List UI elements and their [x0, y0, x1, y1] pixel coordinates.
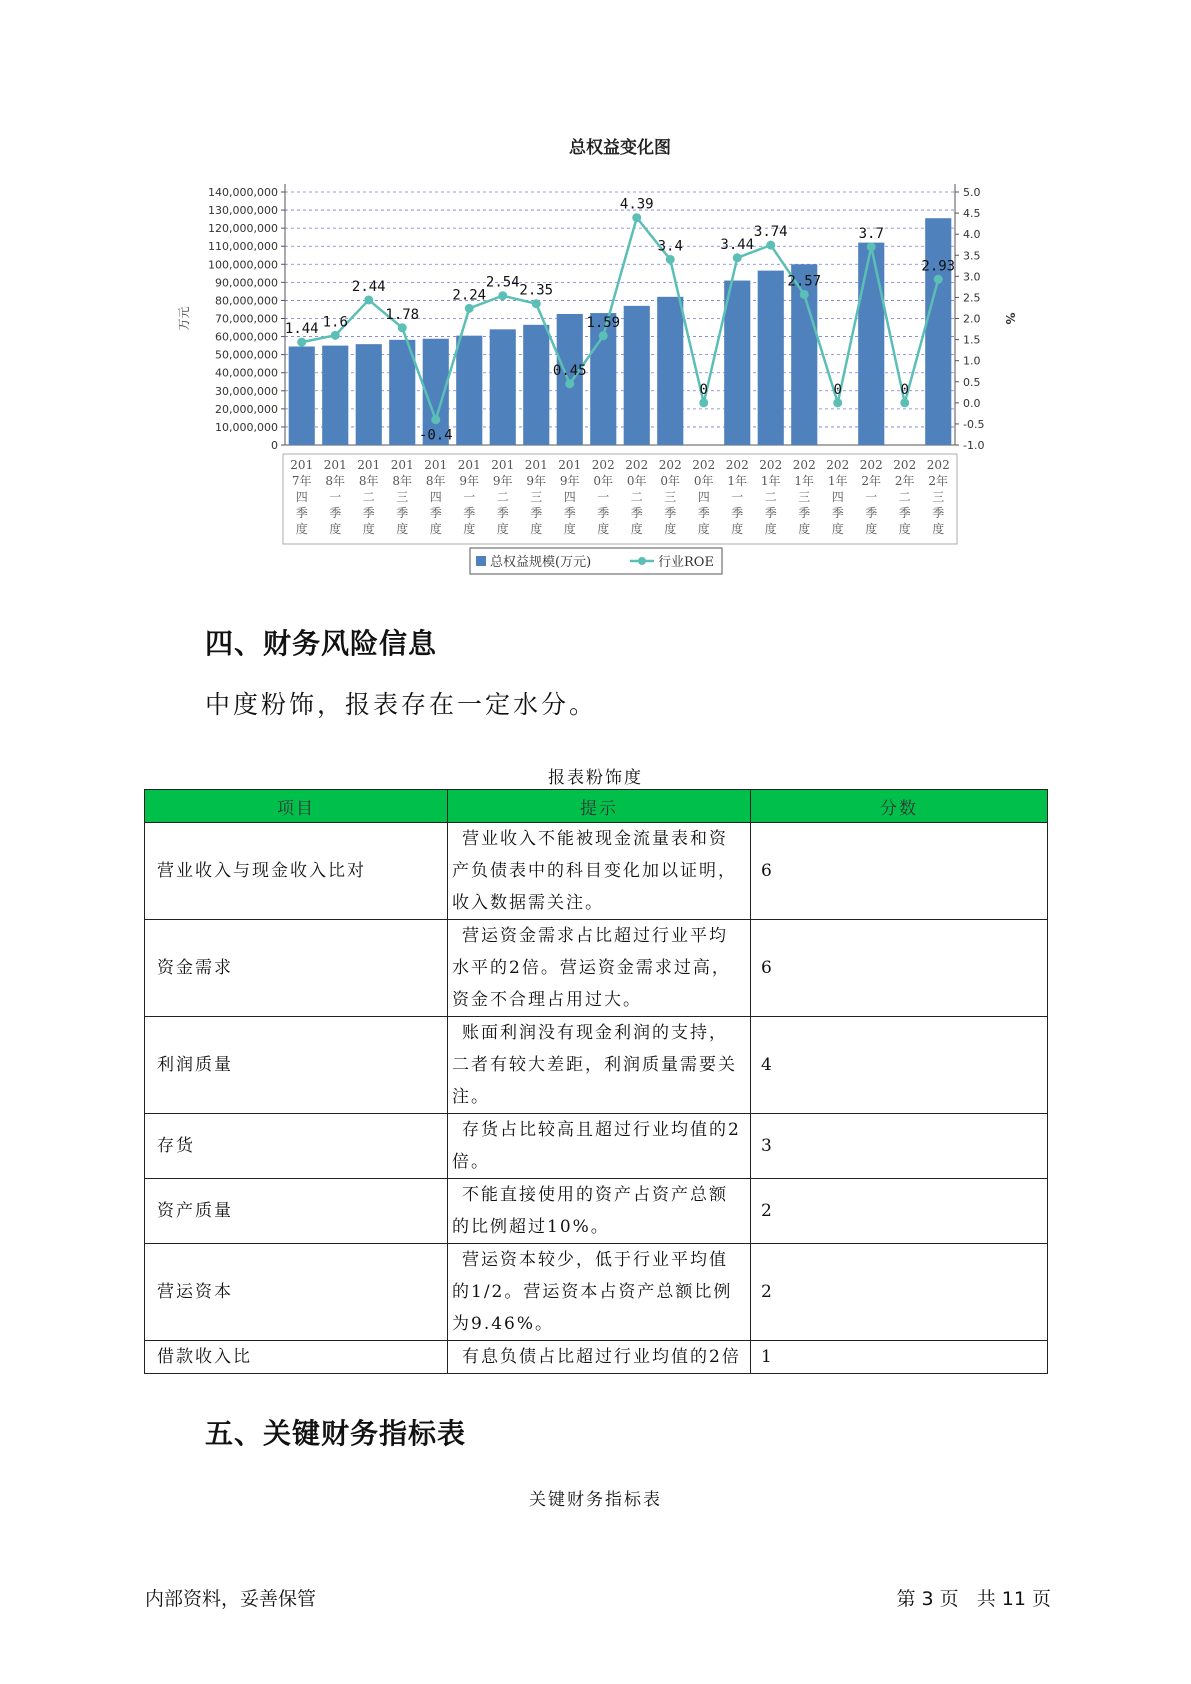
row-hint: 不能直接使用的资产占资产总额的比例超过10%。 — [448, 1179, 751, 1244]
x-tick-label: 季 — [731, 506, 744, 520]
roe-point — [398, 323, 407, 332]
roe-point — [465, 304, 474, 313]
x-tick-label: 四 — [697, 490, 710, 504]
y-tick-label: 40,000,000 — [215, 366, 278, 380]
x-tick-label: 季 — [563, 506, 576, 520]
x-tick-label: 季 — [865, 506, 878, 520]
row-hint: 有息负债占比超过行业均值的2倍 — [448, 1341, 751, 1374]
x-tick-label: 8年 — [392, 474, 413, 488]
y-tick-label: 80,000,000 — [215, 294, 278, 308]
x-tick-label: 季 — [530, 506, 543, 520]
risk-summary-text: 中度粉饰，报表存在一定水分。 — [205, 690, 598, 719]
header-score: 分数 — [751, 790, 1048, 823]
x-tick-label: 202 — [859, 458, 883, 472]
x-tick-label: 8年 — [325, 474, 346, 488]
table-row — [145, 1114, 1048, 1179]
y-tick-label: 50,000,000 — [215, 348, 278, 362]
x-tick-label: 二 — [764, 490, 777, 504]
y-tick-label: 130,000,000 — [208, 204, 278, 218]
roe-data-label: 1.59 — [586, 314, 621, 331]
roe-point — [699, 398, 708, 407]
x-tick-label: 201 — [491, 458, 515, 472]
x-tick-label: 度 — [496, 522, 509, 536]
roe-point — [331, 331, 340, 340]
x-tick-label: 9年 — [459, 474, 480, 488]
x-tick-label: 度 — [463, 522, 476, 536]
y-tick-label: 10,000,000 — [215, 420, 278, 434]
x-tick-label: 度 — [295, 522, 308, 536]
x-tick-label: 度 — [597, 522, 610, 536]
roe-point — [766, 241, 775, 250]
bar — [322, 346, 348, 445]
x-tick-label: 季 — [396, 506, 409, 520]
row-score: 2 — [751, 1244, 1048, 1341]
x-tick-label: 度 — [898, 522, 911, 536]
y-tick-label: 110,000,000 — [208, 240, 278, 254]
roe-point — [666, 255, 675, 264]
footer-page-number: 第 3 页 共 11 页 — [896, 1588, 1051, 1610]
bar — [858, 243, 884, 445]
x-tick-label: 二 — [630, 490, 643, 504]
roe-point — [632, 213, 641, 222]
x-tick-label: 度 — [563, 522, 576, 536]
x-tick-label: 度 — [664, 522, 677, 536]
y2-tick-label: 0.0 — [963, 396, 981, 410]
bar — [289, 347, 315, 445]
roe-point — [833, 398, 842, 407]
chart-title: 总权益变化图 — [569, 138, 671, 158]
x-tick-label: 1年 — [827, 474, 848, 488]
x-tick-label: 度 — [429, 522, 442, 536]
roe-data-label: 4.39 — [619, 196, 654, 213]
row-score: 2 — [751, 1179, 1048, 1244]
x-tick-label: 1年 — [760, 474, 781, 488]
y-tick-label: 140,000,000 — [208, 186, 278, 199]
x-category-box — [283, 454, 957, 544]
x-tick-label: 季 — [429, 506, 442, 520]
y-tick-label: 0 — [271, 439, 278, 452]
roe-data-label: 2.54 — [485, 274, 520, 291]
roe-point — [364, 295, 373, 304]
x-tick-label: 季 — [798, 506, 811, 520]
roe-data-label: 0 — [833, 381, 842, 398]
roe-point — [599, 331, 608, 340]
x-tick-label: 度 — [764, 522, 777, 536]
x-tick-label: 季 — [463, 506, 476, 520]
roe-point — [498, 291, 507, 300]
x-tick-label: 9年 — [492, 474, 513, 488]
x-tick-label: 201 — [323, 458, 347, 472]
row-item: 利润质量 — [145, 1017, 448, 1114]
y2-tick-label: 2.0 — [963, 312, 981, 326]
roe-point — [431, 415, 440, 424]
y2-tick-label: 1.0 — [963, 354, 981, 368]
x-tick-label: 度 — [362, 522, 375, 536]
x-tick-label: 四 — [563, 490, 576, 504]
table-row — [145, 1179, 1048, 1244]
x-tick-label: 季 — [932, 506, 945, 520]
bar — [490, 329, 516, 445]
x-tick-label: 度 — [798, 522, 811, 536]
row-item: 存货 — [145, 1114, 448, 1179]
roe-data-label: 2.35 — [519, 282, 554, 299]
roe-point — [867, 242, 876, 251]
bar — [523, 325, 549, 445]
x-tick-label: 四 — [831, 490, 844, 504]
x-tick-label: 202 — [792, 458, 816, 472]
x-tick-label: 201 — [524, 458, 548, 472]
row-hint: 营运资金需求占比超过行业平均水平的2倍。营运资金需求过高，资金不合理占用过大。 — [448, 920, 751, 1017]
x-tick-label: 201 — [290, 458, 314, 472]
row-hint: 营运资本较少，低于行业平均值的1/2。营运资本占资产总额比例为9.46%。 — [448, 1244, 751, 1341]
x-tick-label: 202 — [893, 458, 917, 472]
roe-point — [297, 338, 306, 347]
x-tick-label: 201 — [357, 458, 381, 472]
x-tick-label: 一 — [463, 490, 476, 504]
x-tick-label: 0年 — [660, 474, 681, 488]
section5-heading: 五、关键财务指标表 — [205, 1417, 467, 1450]
x-tick-label: 二 — [898, 490, 911, 504]
legend-bar-label: 总权益规模(万元) — [490, 555, 592, 570]
x-tick-label: 度 — [865, 522, 878, 536]
roe-data-label: 3.44 — [720, 236, 755, 253]
y2-tick-label: 5.0 — [963, 186, 981, 199]
legend-line-marker — [638, 557, 646, 565]
table-row — [145, 920, 1048, 1017]
y2-tick-label: 4.0 — [963, 228, 981, 242]
footer-confidential: 内部资料，妥善保管 — [145, 1588, 317, 1610]
x-tick-label: 202 — [725, 458, 749, 472]
x-tick-label: 度 — [329, 522, 342, 536]
roe-data-label: -0.4 — [418, 427, 453, 444]
x-tick-label: 202 — [692, 458, 716, 472]
y2-tick-label: 0.5 — [963, 375, 981, 389]
roe-data-label: 2.24 — [452, 287, 487, 304]
y2-tick-label: 4.5 — [963, 207, 981, 221]
x-tick-label: 一 — [329, 490, 342, 504]
row-hint: 账面利润没有现金利润的支持，二者有较大差距，利润质量需要关注。 — [448, 1017, 751, 1114]
x-tick-label: 201 — [457, 458, 481, 472]
x-tick-label: 202 — [658, 458, 682, 472]
row-item: 资金需求 — [145, 920, 448, 1017]
x-tick-label: 度 — [630, 522, 643, 536]
x-tick-label: 季 — [764, 506, 777, 520]
legend-line-label: 行业ROE — [658, 555, 714, 570]
table-row — [145, 1341, 1048, 1374]
x-tick-label: 二 — [362, 490, 375, 504]
x-tick-label: 三 — [530, 490, 543, 504]
table-row — [145, 823, 1048, 920]
equity-chart-svg — [140, 130, 1040, 600]
row-score: 6 — [751, 920, 1048, 1017]
x-tick-label: 季 — [597, 506, 610, 520]
bar — [356, 344, 382, 445]
roe-data-label: 2.44 — [351, 278, 386, 295]
bar — [624, 306, 650, 445]
x-tick-label: 季 — [664, 506, 677, 520]
row-item: 资产质量 — [145, 1179, 448, 1244]
bar — [657, 297, 683, 445]
section4-heading: 四、财务风险信息 — [205, 627, 438, 660]
roe-data-label: 3.7 — [858, 225, 884, 242]
row-item: 营业收入与现金收入比对 — [145, 823, 448, 920]
y2-tick-label: 3.5 — [963, 249, 981, 263]
x-tick-label: 0年 — [626, 474, 647, 488]
x-tick-label: 度 — [697, 522, 710, 536]
table-row — [145, 1017, 1048, 1114]
roe-data-label: 2.57 — [787, 273, 822, 290]
x-tick-label: 8年 — [425, 474, 446, 488]
x-tick-label: 季 — [362, 506, 375, 520]
x-tick-label: 季 — [697, 506, 710, 520]
x-tick-label: 季 — [496, 506, 509, 520]
x-tick-label: 1年 — [794, 474, 815, 488]
x-tick-label: 四 — [429, 490, 442, 504]
bar — [456, 336, 482, 445]
legend-bar-swatch — [476, 556, 486, 566]
x-tick-label: 季 — [295, 506, 308, 520]
bar — [758, 271, 784, 445]
roe-data-label: 1.6 — [322, 314, 348, 331]
x-tick-label: 201 — [558, 458, 582, 472]
x-tick-label: 9年 — [559, 474, 580, 488]
row-score: 3 — [751, 1114, 1048, 1179]
roe-data-label: 3.74 — [753, 224, 788, 241]
x-tick-label: 7年 — [291, 474, 312, 488]
roe-data-label: 1.78 — [385, 306, 420, 323]
x-tick-label: 202 — [826, 458, 850, 472]
x-tick-label: 三 — [396, 490, 409, 504]
x-tick-label: 季 — [329, 506, 342, 520]
x-tick-label: 三 — [798, 490, 811, 504]
y2-tick-label: 3.0 — [963, 270, 981, 284]
row-item: 借款收入比 — [145, 1341, 448, 1374]
y-tick-label: 30,000,000 — [215, 384, 278, 398]
x-tick-label: 202 — [759, 458, 783, 472]
x-tick-label: 1年 — [727, 474, 748, 488]
y2-axis-label: % — [1003, 312, 1017, 325]
x-tick-label: 0年 — [693, 474, 714, 488]
y-axis-label: 万元 — [177, 306, 191, 331]
x-tick-label: 度 — [831, 522, 844, 536]
y-tick-label: 120,000,000 — [208, 222, 278, 236]
y2-tick-label: -1.0 — [963, 439, 985, 452]
x-tick-label: 一 — [865, 490, 878, 504]
x-tick-label: 二 — [496, 490, 509, 504]
bar — [724, 281, 750, 445]
y-tick-label: 60,000,000 — [215, 330, 278, 344]
x-tick-label: 度 — [932, 522, 945, 536]
x-tick-label: 四 — [295, 490, 308, 504]
table-row — [145, 1244, 1048, 1341]
roe-data-label: 2.93 — [921, 258, 956, 275]
row-score: 4 — [751, 1017, 1048, 1114]
header-item: 项目 — [145, 790, 448, 823]
x-tick-label: 0年 — [593, 474, 614, 488]
x-tick-label: 2年 — [894, 474, 915, 488]
x-tick-label: 202 — [625, 458, 649, 472]
bar — [925, 218, 951, 445]
x-tick-label: 201 — [390, 458, 414, 472]
x-tick-label: 一 — [731, 490, 744, 504]
y2-tick-label: -0.5 — [963, 417, 985, 431]
x-tick-label: 202 — [591, 458, 615, 472]
x-tick-label: 度 — [530, 522, 543, 536]
roe-point — [532, 299, 541, 308]
y-tick-label: 90,000,000 — [215, 276, 278, 290]
risk-table-caption: 报表粉饰度 — [548, 768, 643, 788]
roe-point — [733, 253, 742, 262]
roe-data-label: 0 — [699, 381, 708, 398]
roe-data-label: 3.4 — [657, 238, 683, 255]
row-score: 6 — [751, 823, 1048, 920]
roe-data-label: 1.44 — [284, 321, 319, 338]
row-score: 1 — [751, 1341, 1048, 1374]
y-tick-label: 70,000,000 — [215, 312, 278, 326]
roe-data-label: 0 — [900, 381, 909, 398]
y-tick-label: 20,000,000 — [215, 402, 278, 416]
x-tick-label: 201 — [424, 458, 448, 472]
x-tick-label: 202 — [926, 458, 950, 472]
x-tick-label: 三 — [664, 490, 677, 504]
x-tick-label: 度 — [396, 522, 409, 536]
y2-tick-label: 1.5 — [963, 333, 981, 347]
roe-point — [800, 290, 809, 299]
row-hint: 营业收入不能被现金流量表和资产负债表中的科目变化加以证明，收入数据需关注。 — [448, 823, 751, 920]
row-item: 营运资本 — [145, 1244, 448, 1341]
x-tick-label: 季 — [630, 506, 643, 520]
row-hint: 存货占比较高且超过行业均值的2倍。 — [448, 1114, 751, 1179]
x-tick-label: 2年 — [861, 474, 882, 488]
y2-tick-label: 2.5 — [963, 291, 981, 305]
equity-chart — [140, 130, 1040, 600]
kpi-table-caption: 关键财务指标表 — [529, 1490, 662, 1510]
x-tick-label: 一 — [597, 490, 610, 504]
y-tick-label: 100,000,000 — [208, 258, 278, 272]
risk-table — [144, 789, 1048, 1374]
x-tick-label: 9年 — [526, 474, 547, 488]
risk-table-header — [145, 790, 1048, 823]
roe-point — [565, 379, 574, 388]
roe-point — [900, 398, 909, 407]
x-tick-label: 三 — [932, 490, 945, 504]
x-tick-label: 季 — [898, 506, 911, 520]
x-tick-label: 8年 — [358, 474, 379, 488]
x-tick-label: 季 — [831, 506, 844, 520]
header-hint: 提示 — [448, 790, 751, 823]
x-tick-label: 度 — [731, 522, 744, 536]
x-tick-label: 2年 — [928, 474, 949, 488]
roe-point — [934, 275, 943, 284]
roe-data-label: 0.45 — [552, 362, 587, 379]
